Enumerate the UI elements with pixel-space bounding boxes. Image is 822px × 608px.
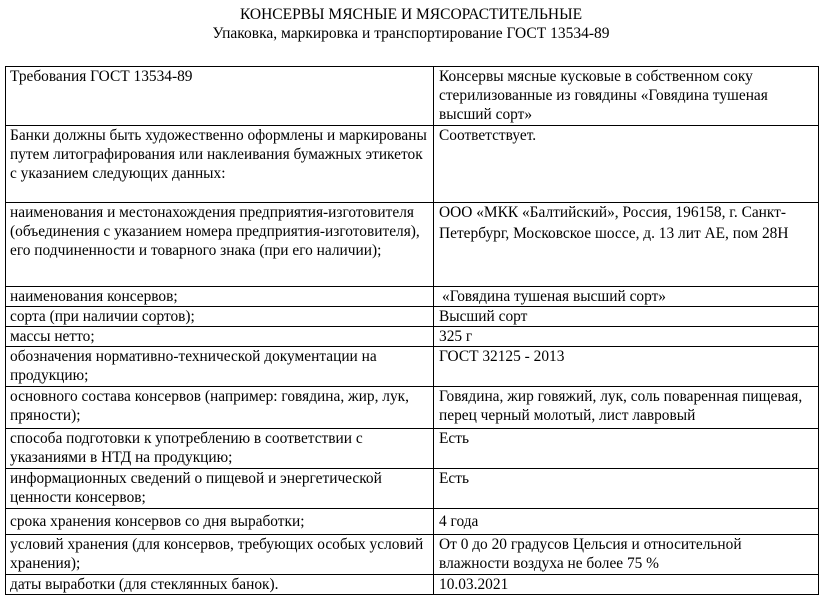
requirement-cell: обозначения нормативно-технической документации на продукцию; — [6, 347, 434, 387]
document-subtitle: Упаковка, маркировка и транспортирование ГОСТ 13534-89 — [212, 25, 610, 42]
requirement-cell: информационных сведений о пищевой и энергетической ценности консервов; — [6, 469, 434, 509]
value-cell: ГОСТ 32125 - 2013 — [434, 347, 819, 387]
requirement-cell: сорта (при наличии сортов); — [6, 307, 434, 327]
value-cell: Высший сорт — [434, 307, 819, 327]
value-cell: 10.03.2021 — [434, 575, 819, 595]
value-cell: Говядина, жир говяжий, лук, соль поваренная пищевая, перец черный молотый, лист лавровый — [434, 387, 819, 429]
value-cell: «Говядина тушеная высший сорт» — [434, 287, 819, 307]
table-row — [6, 535, 819, 575]
requirement-cell: даты выработки (для стеклянных банок). — [6, 575, 434, 595]
requirement-cell: массы нетто; — [6, 327, 434, 347]
requirement-cell: Банки должны быть художественно оформлены и маркированы путем литографирования или наклеивания бумажных этикеток с указанием следующих данных: — [6, 126, 434, 203]
value-cell: Есть — [434, 429, 819, 469]
value-cell: От 0 до 20 градусов Цельсия и относительной влажности воздуха не более 75 % — [434, 535, 819, 575]
value-cell: Соответствует. — [434, 126, 819, 203]
table-row — [6, 347, 819, 387]
requirement-cell: основного состава консервов (например: говядина, жир, лук, пряности); — [6, 387, 434, 429]
table-row — [6, 307, 819, 327]
table-row — [6, 126, 819, 203]
document-title: КОНСЕРВЫ МЯСНЫЕ И МЯСОРАСТИТЕЛЬНЫЕ — [239, 6, 583, 23]
value-cell: Есть — [434, 469, 819, 509]
requirement-cell: наименования консервов; — [6, 287, 434, 307]
table-row — [6, 469, 819, 509]
table-row — [6, 575, 819, 595]
header-cell-right: Консервы мясные кусковые в собственном соку стерилизованные из говядины «Говядина тушеная высший сорт» — [434, 67, 819, 126]
value-cell: ООО «МКК «Балтийский», Россия, 196158, г. Санкт-Петербург, Московское шоссе, д. 13 лит АЕ, пом 28Н — [434, 203, 819, 287]
table-row — [6, 429, 819, 469]
table-row — [6, 203, 819, 287]
table-row — [6, 287, 819, 307]
table-row — [6, 509, 819, 535]
table-header-row — [6, 67, 819, 126]
requirement-cell: условий хранения (для консервов, требующих особых условий хранения); — [6, 535, 434, 575]
requirement-cell: срока хранения консервов со дня выработки; — [6, 509, 434, 535]
header-cell-left: Требования ГОСТ 13534-89 — [6, 67, 434, 126]
table-row — [6, 327, 819, 347]
value-cell: 325 г — [434, 327, 819, 347]
requirements-table — [5, 66, 819, 595]
table-row — [6, 387, 819, 429]
requirement-cell: наименования и местонахождения предприятия-изготовителя (объединения с указанием номера предприятия-изготовителя), его подчиненности и товарного знака (при его наличии); — [6, 203, 434, 287]
value-cell: 4 года — [434, 509, 819, 535]
requirement-cell: способа подготовки к употреблению в соответствии с указаниями в НТД на продукцию; — [6, 429, 434, 469]
